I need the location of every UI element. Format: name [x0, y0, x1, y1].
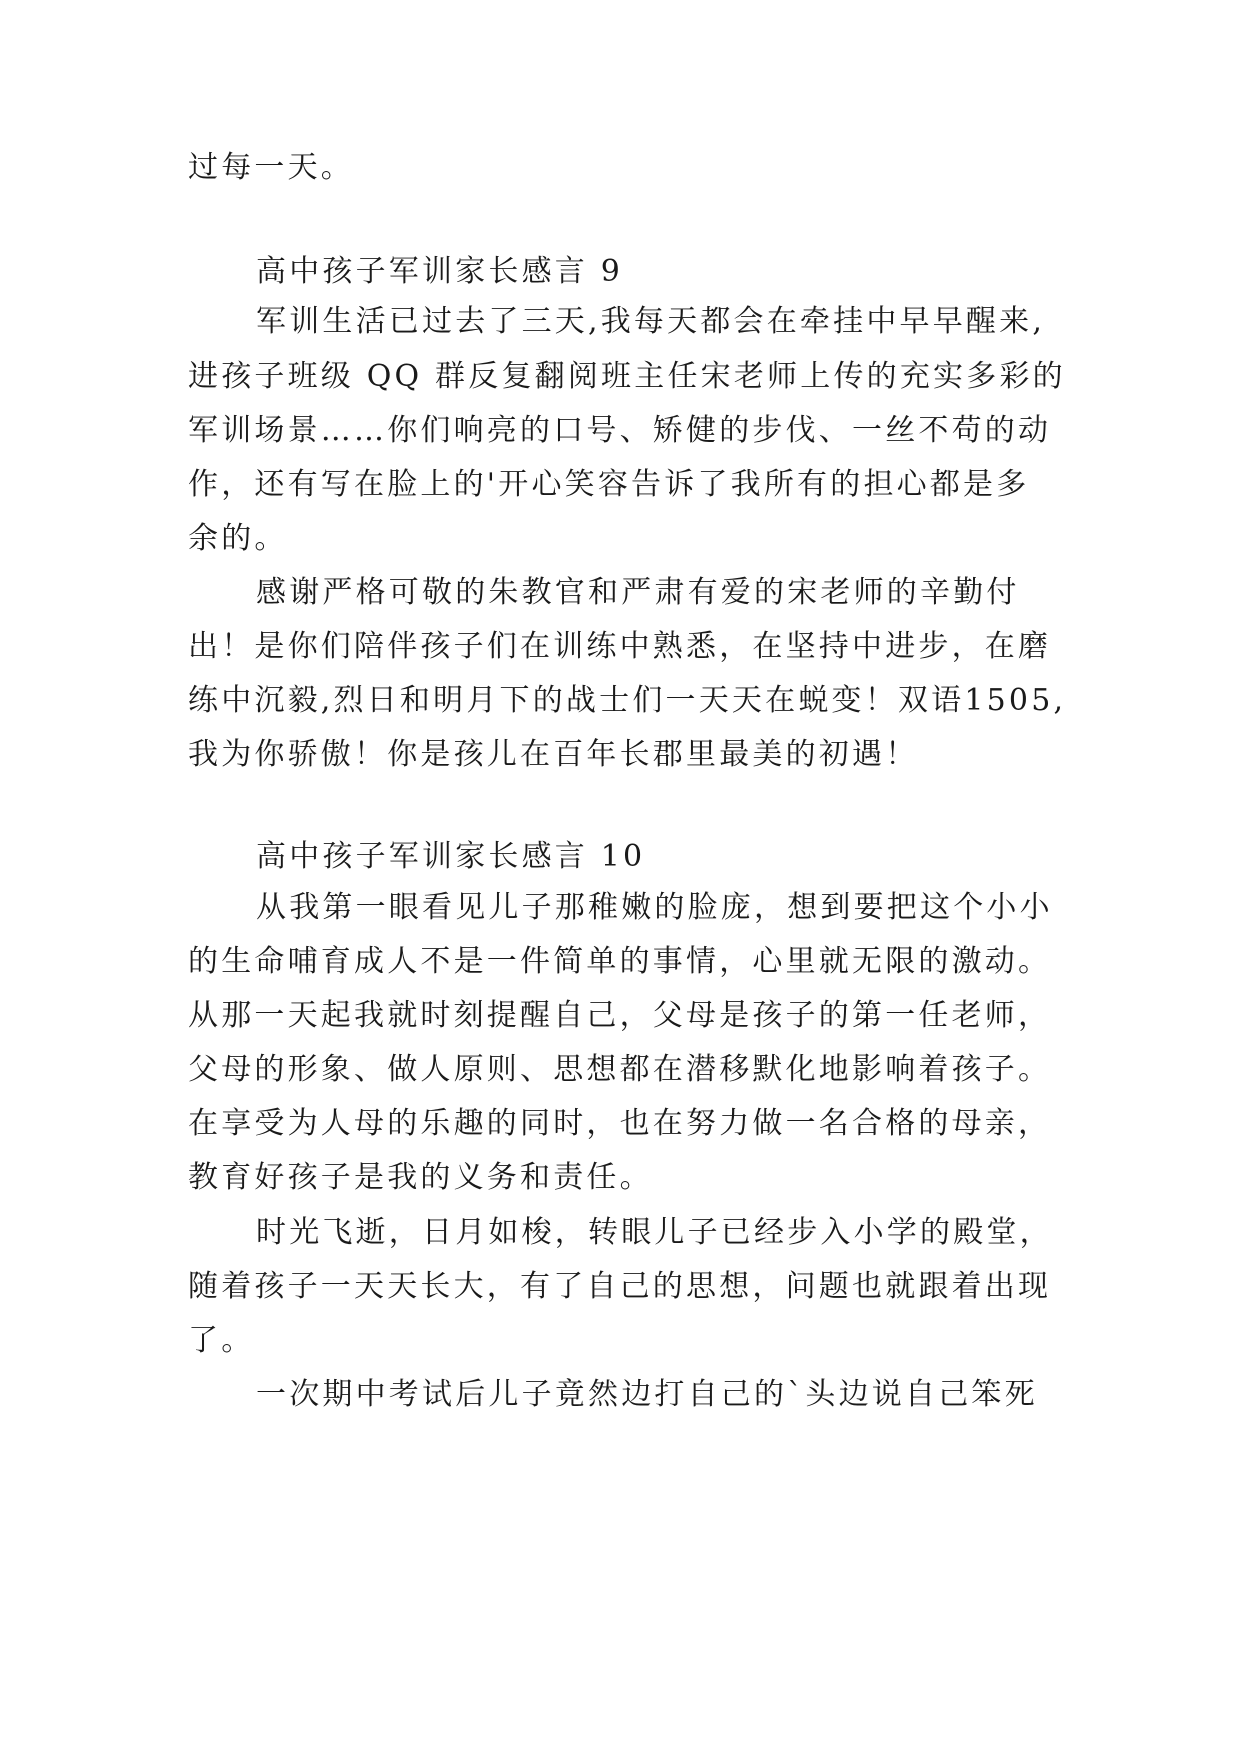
paragraph-line: 练中沉毅,烈日和明月下的战士们一天天在蜕变！双语1505,	[188, 683, 1067, 718]
paragraph-line: 进孩子班级 QQ 群反复翻阅班主任宋老师上传的充实多彩的	[188, 359, 1066, 394]
paragraph-line: 从那一天起我就时刻提醒自己，父母是孩子的第一任老师，	[188, 998, 1052, 1033]
paragraph-line: 军训场景……你们响亮的口号、矫健的步伐、一丝不苟的动	[188, 413, 1052, 448]
paragraph-line: 父母的形象、做人原则、思想都在潜移默化地影响着孩子。	[188, 1052, 1052, 1087]
paragraph-line: 我为你骄傲！你是孩儿在百年长郡里最美的初遇！	[188, 737, 919, 772]
paragraph-line: 教育好孩子是我的义务和责任。	[188, 1160, 653, 1195]
paragraph-line: 出！是你们陪伴孩子们在训练中熟悉，在坚持中进步，在磨	[188, 629, 1052, 664]
paragraph-line: 时光飞逝，日月如梭，转眼儿子已经步入小学的殿堂，	[256, 1215, 1053, 1250]
paragraph-line: 从我第一眼看见儿子那稚嫩的脸庞，想到要把这个小小	[256, 890, 1053, 925]
paragraph-line: 军训生活已过去了三天,我每天都会在牵挂中早早醒来,	[256, 304, 1046, 339]
paragraph-line: 在享受为人母的乐趣的同时，也在努力做一名合格的母亲，	[188, 1106, 1052, 1141]
paragraph-line: 的生命哺育成人不是一件简单的事情，心里就无限的激动。	[188, 944, 1052, 979]
paragraph-line: 一次期中考试后儿子竟然边打自己的`头边说自己笨死	[256, 1377, 1038, 1412]
paragraph-line: 作，还有写在脸上的'开心笑容告诉了我所有的担心都是多	[188, 467, 1030, 502]
continuation-text: 过每一天。	[188, 150, 354, 185]
paragraph-line: 了。	[188, 1323, 255, 1358]
section-heading-9: 高中孩子军训家长感言 9	[256, 254, 624, 289]
paragraph-line: 感谢严格可敬的朱教官和严肃有爱的宋老师的辛勤付	[256, 575, 1020, 610]
paragraph-line: 随着孩子一天天长大，有了自己的思想，问题也就跟着出现	[188, 1269, 1052, 1304]
paragraph-line: 余的。	[188, 521, 288, 556]
section-heading-10: 高中孩子军训家长感言 10	[256, 839, 646, 874]
